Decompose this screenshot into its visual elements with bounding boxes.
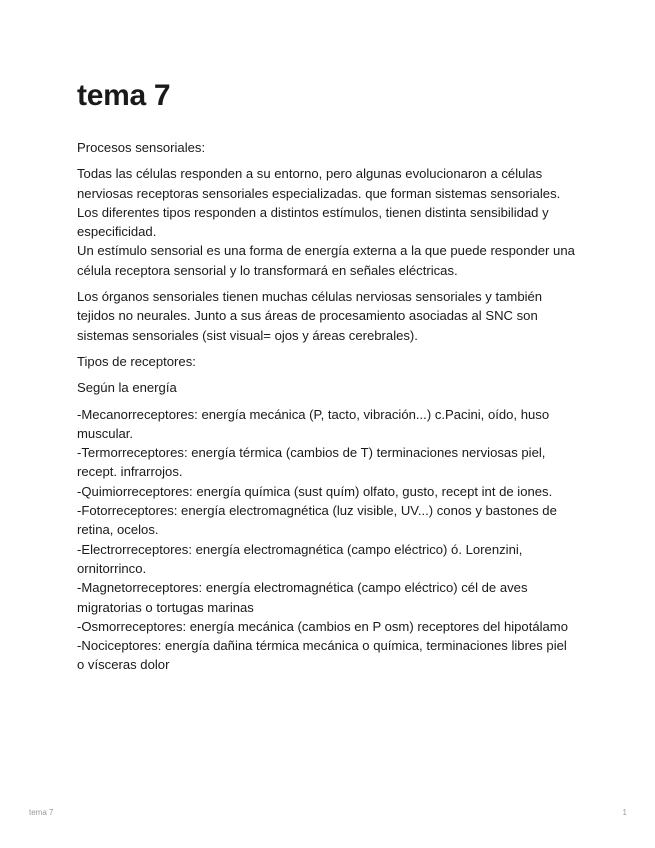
- paragraph-procesos: Procesos sensoriales:: [77, 140, 206, 155]
- receptor-item-fotorreceptores: -Fotorreceptores: energía electromagnética (luz visible, UV...) conos y bastones de retina, ocelos.: [77, 503, 557, 538]
- receptor-item-magnetorreceptores: -Magnetorreceptores: energía electromagnética (campo eléctrico) cél de aves migratorias o tortugas marinas: [77, 580, 528, 615]
- receptor-item-osmorreceptores: -Osmorreceptores: energía mecánica (cambios en P osm) receptores del hipotálamo: [77, 618, 568, 634]
- receptor-item-quimiorreceptores: -Quimiorreceptores: energía química (sust quím) olfato, gusto, recept int de iones.: [77, 483, 553, 499]
- paragraph-celulas: [77, 164, 577, 280]
- paragraph-segun-energia: Según la energía: [77, 380, 177, 396]
- receptor-item-mecanorreceptores: -Mecanorreceptores: energía mecánica (P, tacto, vibración...) c.Pacini, oído, huso muscular.: [77, 406, 550, 441]
- footer-page-number: 1: [622, 808, 627, 817]
- paragraph-estimulo-text: Un estímulo sensorial es una forma de energía externa a la que puede responder una célula receptora sensorial y lo transformará en señales eléctricas.: [77, 243, 575, 278]
- receptor-item-electrorreceptores: -Electrorreceptores: energía electromagnética (campo eléctrico) ó. Lorenzini, ornitorrinco.: [77, 541, 523, 576]
- receptor-item-termorreceptores: -Termorreceptores: energía térmica (cambios de T) terminaciones nerviosas piel, recept. infrarrojos.: [77, 445, 546, 480]
- paragraph-tipos: Tipos de receptores:: [77, 353, 196, 369]
- document-content: [77, 78, 577, 682]
- receptor-item-nociceptores: -Nociceptores: energía dañina térmica mecánica o química, terminaciones libres piel o vísceras dolor: [77, 638, 567, 673]
- paragraph-celulas-text: Todas las células responden a su entorno, pero algunas evolucionaron a células nerviosas receptoras sensoriales especializadas. que forman sistemas sensoriales. Los diferentes tipos responden a distintos estímulos, tienen distinta sensibilidad y especificidad.: [77, 166, 561, 240]
- paragraph-organos: Los órganos sensoriales tienen muchas células nerviosas sensoriales y también tejidos no neurales. Junto a sus áreas de procesamiento asociadas al SNC son sistemas sensoriales (sist visual= ojos y áreas cerebrales).: [77, 289, 543, 343]
- page-title: tema 7: [77, 79, 171, 112]
- footer-document-title: tema 7: [29, 808, 54, 817]
- receptor-list: [77, 405, 577, 675]
